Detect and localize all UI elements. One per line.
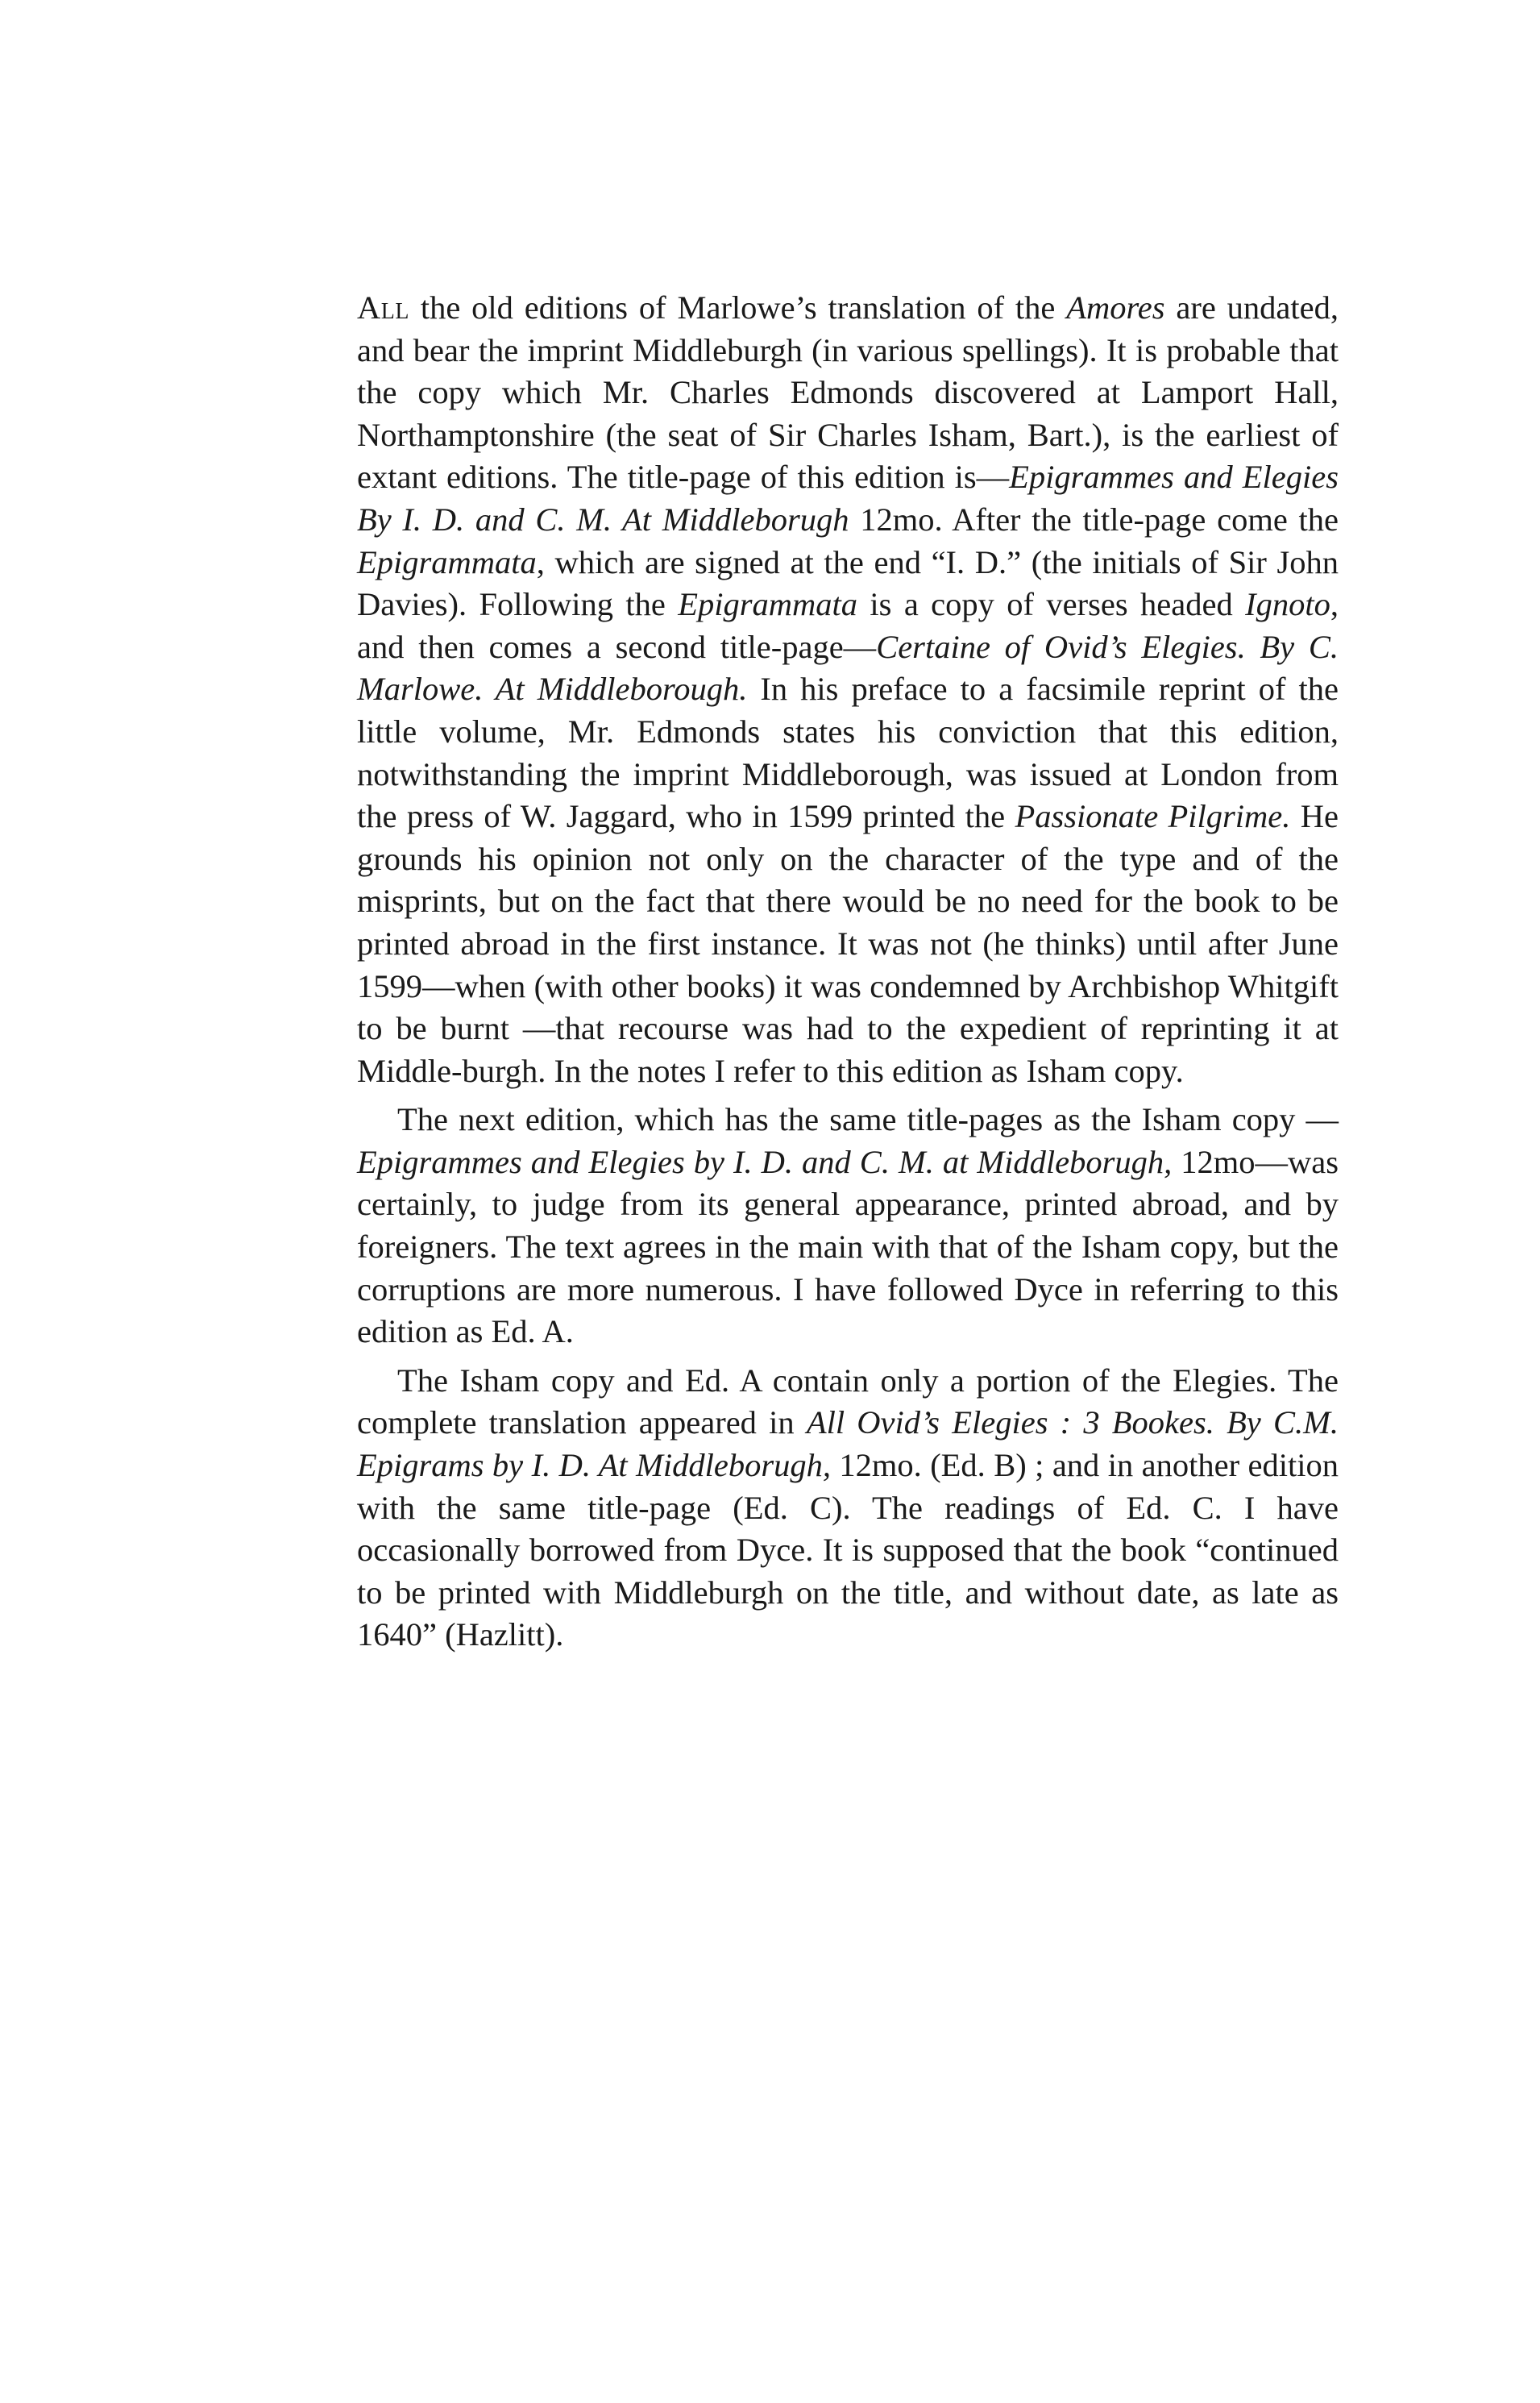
italic-title: Epigrammata (678, 586, 858, 623)
paragraph (357, 1099, 1339, 1353)
text-run: 12mo. After the title-page come the (849, 501, 1339, 538)
paragraph (357, 1360, 1339, 1657)
italic-title: Epigrammata (357, 543, 537, 580)
text-run: the old editions of Marlowe’s translation of the (409, 289, 1067, 326)
text-run: are undated, and bear the imprint Middleburgh (in various spellings). It is probable that the copy which Mr. Charles Edmonds discovered at Lamport Hall, Northamptonshire (the seat of Sir Charles Isham, Bart.), is the earliest of extant editions. The title-page of this edition is— (357, 289, 1339, 496)
text-run: He grounds his opinion not only on the character of the type and of the misprints, but on the fact that there would be no need for the book to be printed abroad in the first instance. It was not (he thinks) until after June 1599—when (with other books) it was condemned by Archbishop Whitgift to be burnt —that recourse was had to the expedient of reprinting it at Middle-burgh. In the notes I refer to this edition as Isham copy. (357, 798, 1339, 1089)
text-run: , and then comes a second title-page— (357, 586, 1339, 665)
paragraph (357, 287, 1339, 1092)
text-run: In his preface to a facsimile reprint of the little volume, Mr. Edmonds states his conviction that this edition, notwithstanding the imprint Middleborough, was issued at London from the press of W. Jaggard, who in 1599 printed the (357, 671, 1339, 835)
italic-title: All Ovid’s Elegies : 3 Bookes. By C.M. Epigrams by I. D. At Middleborugh, (357, 1404, 1339, 1484)
text-run: , which are signed at the end “I. D.” (the initials of Sir John Davies). Following the (357, 543, 1339, 623)
italic-title: Epigrammes and Elegies By I. D. and C. M. At Middleborugh (357, 459, 1339, 538)
text-run: 12mo. (Ed. B) ; and in another edition with the same title-page (Ed. C). The readings of Ed. C. I have occasionally borrowed from Dyce. It is supposed that the book “continued to be printed with Middleburgh on the title, and without date, as late as 1640” (Hazlitt). (357, 1447, 1339, 1653)
initial-smallcaps: All (357, 289, 409, 326)
text-run: 12mo—was certainly, to judge from its general appearance, printed abroad, and by foreigners. The text agrees in the main with that of the Isham copy, but the corruptions are more numerous. I have followed Dyce in referring to this edition as Ed. A. (357, 1143, 1339, 1350)
body-text (357, 287, 1339, 1657)
text-run: is a copy of verses headed (857, 586, 1246, 623)
italic-title: Epigrammes and Elegies by I. D. and C. M. at Middleborugh, (357, 1143, 1173, 1180)
italic-title: Passionate Pilgrime. (1015, 798, 1291, 835)
text-run: The Isham copy and Ed. A contain only a portion of the Elegies. The complete translation appeared in (357, 1362, 1339, 1441)
text-run: The next edition, which has the same title-pages as the Isham copy — (397, 1101, 1339, 1138)
italic-title: Certaine of Ovid’s Elegies. By C. Marlowe. At Middleborough. (357, 628, 1339, 708)
italic-title: Amores (1066, 289, 1165, 326)
italic-title: Ignoto (1245, 586, 1330, 623)
